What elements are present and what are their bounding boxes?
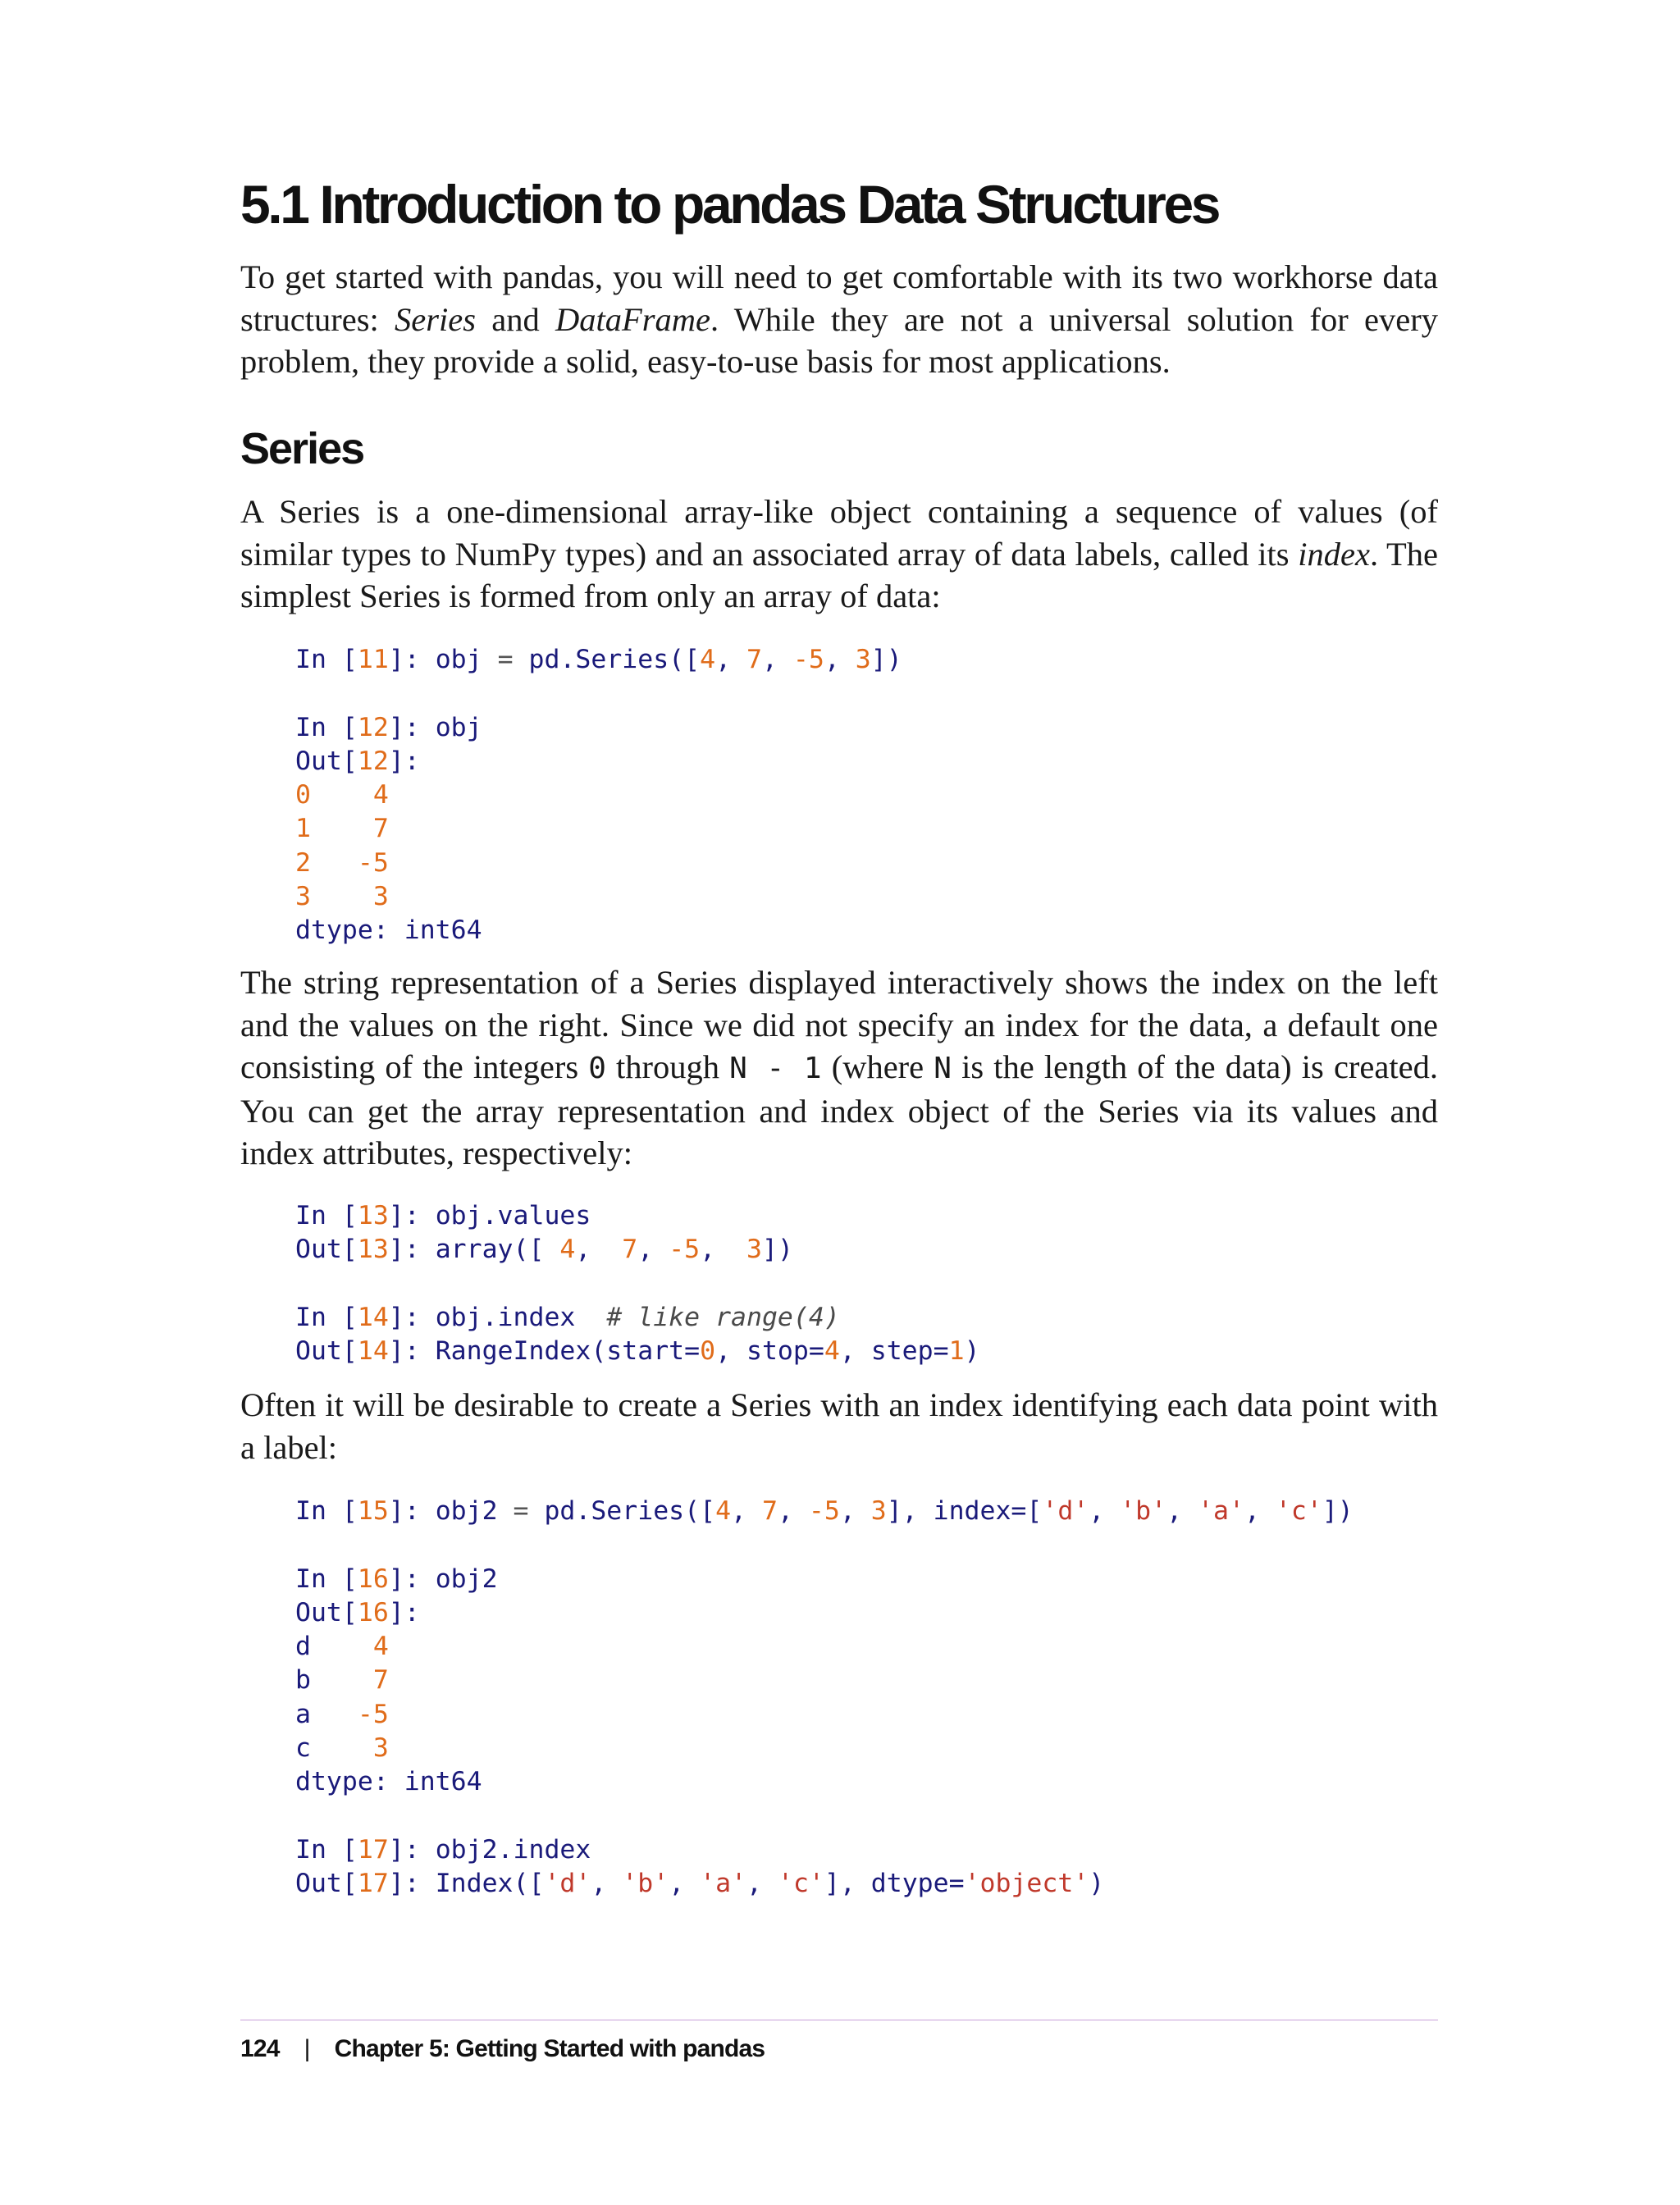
series-paragraph: A Series is a one-dimensional array-like object containing a sequence of values (of similar types to NumPy types) and an associated array of data labels, called its index. The simplest Series is formed from only an array of data: <box>240 493 1439 614</box>
string-repr-paragraph: The string representation of a Series displayed interactively shows the index on the left and the values on the right. Since we did not specify an index for the data, a default one consisting of the integers 0 through N - 1 (where N is the length of the data) is created. You can get the array representation and index object of the Series via its values and index attributes, respectively: <box>240 964 1438 1171</box>
code-line: In [15]: obj2 = pd.Series([4, 7, -5, 3], index=['d', 'b', 'a', 'c']) <box>295 1496 1354 1526</box>
code-line: Out[13]: array([ 4, 7, -5, 3]) <box>295 1235 793 1265</box>
section-heading: 5.1 Introduction to pandas Data Structures <box>240 174 1219 235</box>
series-subheading: Series <box>240 424 364 473</box>
code-line: In [12]: obj <box>295 712 482 742</box>
code-line: Out[14]: RangeIndex(start=0, stop=4, step=1) <box>295 1336 980 1367</box>
dtype-line: dtype: int64 <box>295 915 482 946</box>
series-row: b 7 <box>295 1665 389 1696</box>
code-line: In [11]: obj = pd.Series([4, 7, -5, 3]) <box>295 645 902 674</box>
page-number: 124 <box>240 2035 280 2062</box>
series-row: d 4 <box>295 1632 389 1662</box>
series-row: 1 7 <box>295 814 389 844</box>
chapter-title: Chapter 5: Getting Started with pandas <box>334 2035 765 2062</box>
page-footer <box>240 2026 765 2072</box>
series-row: a -5 <box>295 1699 389 1729</box>
series-row: 0 4 <box>295 780 389 810</box>
code-line: In [13]: obj.values <box>295 1201 591 1230</box>
footer-separator: | <box>304 2035 310 2062</box>
code-line: In [16]: obj2 <box>295 1564 498 1594</box>
dtype-line: dtype: int64 <box>295 1767 482 1797</box>
code-block-1 <box>295 643 902 948</box>
code-comment: # like range(4) <box>606 1302 840 1332</box>
code-line: In [17]: obj2.index <box>295 1834 591 1865</box>
code-line: Out[16]: <box>295 1597 420 1628</box>
label-paragraph: Often it will be desirable to create a Series with an index identifying each data point with a label: <box>240 1386 1438 1466</box>
code-line: Out[12]: <box>295 746 420 776</box>
series-row: 3 3 <box>295 882 389 912</box>
code-line: Out[17]: Index(['d', 'b', 'a', 'c'], dtype='object') <box>295 1869 1105 1899</box>
code-block-2 <box>295 1199 980 1368</box>
intro-paragraph: To get started with pandas, you will need to get comfortable with its two workhorse data structures: Series and DataFrame. While they are not a universal solution for every problem, they provide a solid, easy-to-use basis for most applications. <box>240 258 1438 380</box>
code-block-3 <box>295 1495 1354 1901</box>
series-row: 2 -5 <box>295 847 389 878</box>
code-line: In [14]: obj.index # like range(4) <box>295 1302 840 1332</box>
series-row: c 3 <box>295 1733 389 1764</box>
